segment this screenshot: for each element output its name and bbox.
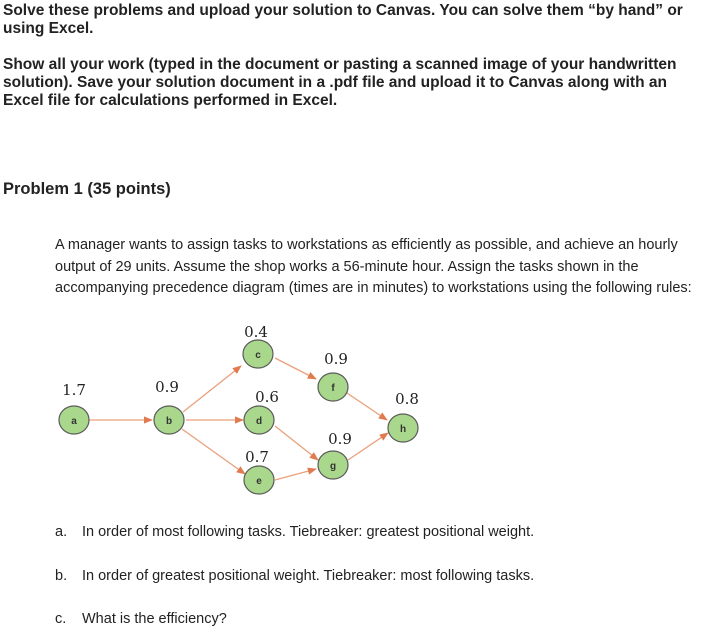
node-label-b: b [165, 416, 173, 427]
node-label-h: h [399, 424, 407, 435]
node-label-d: d [255, 416, 263, 427]
edge-g-h [348, 433, 388, 460]
question-marker: b. [55, 568, 68, 584]
node-label-g: g [329, 461, 337, 472]
instructions-line-1: Solve these problems and upload your solution to Canvas. You can solve them “by hand” or using Excel. [3, 2, 683, 37]
edge-d-g [275, 426, 318, 460]
edge-b-e [182, 429, 245, 474]
node-label-e: e [256, 476, 262, 487]
task-node-h [388, 414, 418, 442]
task-node-b [154, 406, 184, 434]
task-node-g [318, 451, 348, 479]
edge-f-h [347, 393, 387, 420]
question-marker: a. [55, 524, 68, 540]
task-node-c [243, 340, 273, 368]
task-time-g: 0.9 [328, 430, 352, 448]
question-marker: c. [55, 611, 67, 627]
question-a [55, 524, 534, 540]
node-label-f: f [331, 383, 335, 394]
task-node-d [244, 406, 274, 434]
task-time-f: 0.9 [324, 350, 348, 368]
task-time-a: 1.7 [62, 381, 86, 399]
task-node-a [59, 406, 89, 434]
node-label-a: a [71, 416, 77, 427]
instructions-line-2: Show all your work (typed in the document or pasting a scanned image of your handwritten solution). Save your solution document in a .pdf file and upload it to Canvas along with an Excel file for calculations performed in Excel. [3, 56, 677, 109]
task-node-e [244, 466, 274, 494]
task-time-c: 0.4 [244, 323, 268, 341]
edge-b-c [183, 366, 241, 412]
problem-heading: Problem 1 (35 points) [3, 180, 171, 198]
task-time-b: 0.9 [155, 378, 179, 396]
task-node-f [318, 373, 348, 401]
task-time-e: 0.7 [245, 448, 269, 466]
problem-statement: A manager wants to assign tasks to workstations as efficiently as possible, and achieve an hourly output of 29 units. Assume the shop works a 56-minute hour. Assign the tasks shown in the accompanying precedence diagram (times are in minutes) to workstations using the following rules: [55, 237, 692, 296]
edge-c-f [275, 358, 316, 379]
edge-e-g [275, 469, 316, 480]
task-time-d: 0.6 [255, 388, 279, 406]
question-b [55, 568, 534, 584]
question-text: In order of greatest positional weight. Tiebreaker: most following tasks. [82, 568, 535, 584]
question-text: In order of most following tasks. Tiebreaker: greatest positional weight. [82, 524, 535, 540]
question-text: What is the efficiency? [82, 611, 227, 627]
node-label-c: c [255, 350, 261, 361]
question-c [55, 611, 227, 627]
task-time-h: 0.8 [395, 390, 419, 408]
